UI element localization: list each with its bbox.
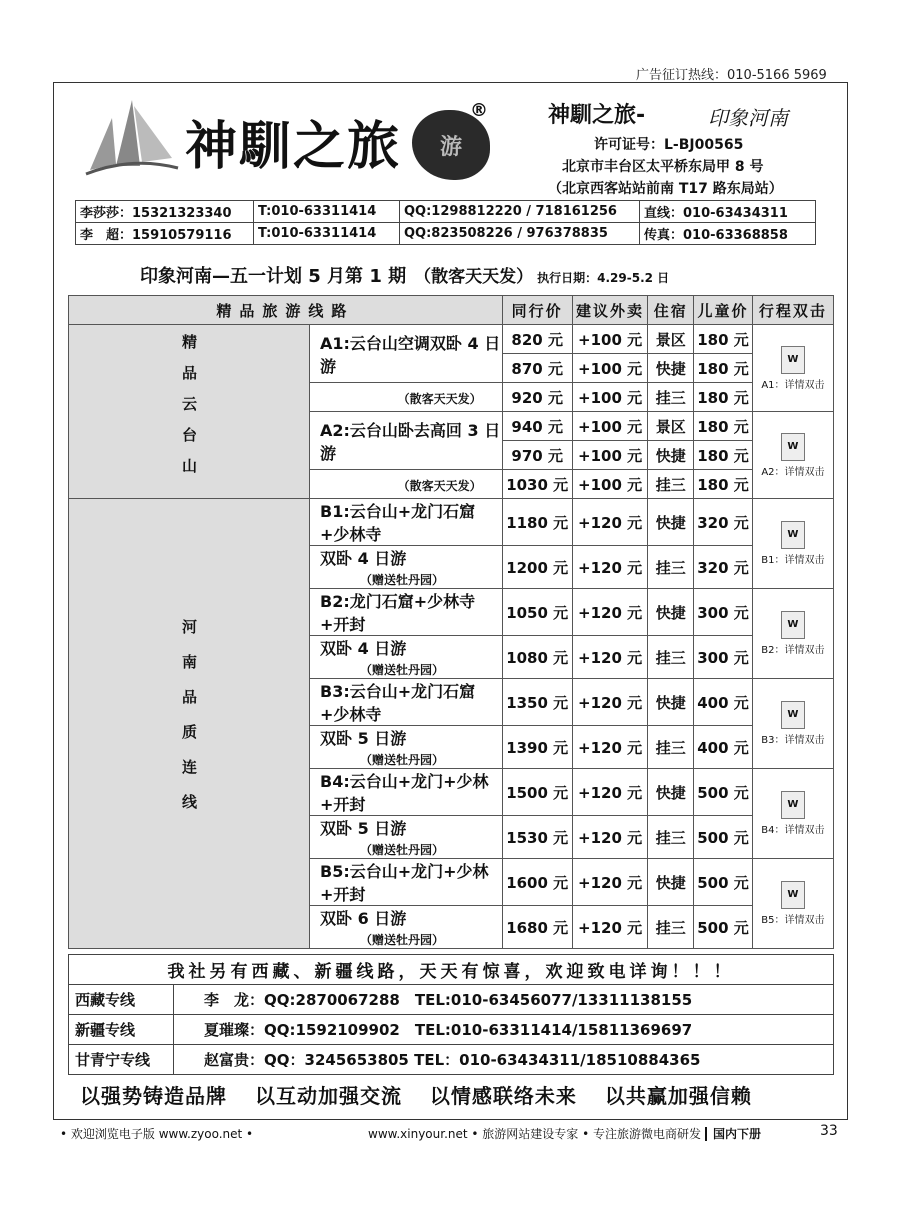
child-price: 180 元 [694, 470, 753, 499]
child-price: 300 元 [694, 589, 753, 636]
contact-table [75, 200, 816, 245]
route-note: （赠送牡丹园） [360, 663, 445, 677]
header-child: 儿童价 [694, 296, 753, 325]
stay-type: 快捷 [648, 589, 694, 636]
child-price: 300 元 [694, 636, 753, 679]
retail-markup: +120 元 [572, 636, 648, 679]
stay-type: 快捷 [648, 679, 694, 726]
route-b3-name: B3:云台山+龙门石窟+少林寺 [310, 679, 503, 726]
header-retail: 建议外卖 [572, 296, 648, 325]
peer-price: 940 元 [502, 412, 572, 441]
category-yuntaishan: 精品云台山 [69, 325, 310, 499]
contact-name: 李 超：15910579116 [76, 223, 254, 245]
table-row [69, 325, 834, 354]
word-doc-icon: W [781, 521, 805, 549]
route-b2-duration: 双卧 4 日游 [320, 639, 407, 658]
route-b4-name: B4:云台山+龙门+少林+开封 [310, 769, 503, 816]
ad-hotline: 广告征订热线：010-5166 5969 [636, 68, 827, 83]
detail-label: B5：详情双击 [761, 915, 825, 926]
retail-markup: +100 元 [572, 325, 648, 354]
route-b5-name: B5:云台山+龙门+少林+开封 [310, 859, 503, 906]
line-label: 甘青宁专线 [69, 1045, 174, 1075]
peer-price: 1680 元 [502, 906, 572, 949]
plan-date: 执行日期：4.29-5.2 日 [537, 271, 670, 285]
detail-label: B4：详情双击 [761, 825, 825, 836]
stay-type: 快捷 [648, 441, 694, 470]
category-henan: 河南品质连线 [69, 499, 310, 949]
peer-price: 920 元 [502, 383, 572, 412]
peer-price: 1180 元 [502, 499, 572, 546]
footer-right [368, 1125, 761, 1142]
registered-mark: ® [470, 100, 488, 121]
retail-markup: +120 元 [572, 859, 648, 906]
footer-section: 国内下册 [705, 1127, 761, 1141]
address: 北京市丰台区太平桥东局甲 8 号 [562, 159, 764, 175]
word-doc-icon: W [781, 701, 805, 729]
peer-price: 1500 元 [502, 769, 572, 816]
retail-markup: +100 元 [572, 441, 648, 470]
stay-type: 挂三 [648, 816, 694, 859]
seal-logo-icon: 游 [412, 110, 490, 180]
peer-price: 1050 元 [502, 589, 572, 636]
contact-tel: T:010-63311414 [254, 201, 400, 223]
stay-type: 挂三 [648, 636, 694, 679]
route-note: （赠送牡丹园） [360, 753, 445, 767]
route-b1-name: B1:云台山+龙门石窟+少林寺 [310, 499, 503, 546]
license-number: 许可证号：L-BJ00565 [594, 137, 744, 153]
line-label: 西藏专线 [69, 985, 174, 1015]
peer-price: 1080 元 [502, 636, 572, 679]
peer-price: 1600 元 [502, 859, 572, 906]
contact-row [76, 201, 816, 223]
contact-fax: 传真：010-63368858 [640, 223, 816, 245]
header-route: 精品旅游线路 [69, 296, 503, 325]
stay-type: 景区 [648, 412, 694, 441]
footer-left: • 欢迎浏览电子版 www.zyoo.net • [60, 1127, 254, 1141]
header-detail: 行程双击 [752, 296, 833, 325]
detail-label: B2：详情双击 [761, 645, 825, 656]
peer-price: 870 元 [502, 354, 572, 383]
retail-markup: +120 元 [572, 589, 648, 636]
stay-type: 挂三 [648, 546, 694, 589]
special-lines-banner: 我社另有西藏、新疆线路，天天有惊喜，欢迎致电详询！！！ [69, 955, 834, 985]
child-price: 180 元 [694, 325, 753, 354]
retail-markup: +120 元 [572, 816, 648, 859]
detail-label: A2：详情双击 [761, 466, 825, 478]
plan-heading [140, 262, 669, 288]
peer-price: 1530 元 [502, 816, 572, 859]
contact-row [76, 223, 816, 245]
peer-price: 1200 元 [502, 546, 572, 589]
route-a2-name: A2:云台山卧去高回 3 日游 [310, 412, 503, 470]
stay-type: 挂三 [648, 726, 694, 769]
peer-price: 820 元 [502, 325, 572, 354]
special-lines-table [68, 954, 834, 1075]
line-contact: 李 龙：QQ:2870067288 TEL:010-63456077/13311138155 [174, 985, 834, 1015]
retail-markup: +120 元 [572, 906, 648, 949]
peer-price: 1030 元 [502, 470, 572, 499]
retail-markup: +100 元 [572, 383, 648, 412]
peer-price: 1350 元 [502, 679, 572, 726]
retail-markup: +120 元 [572, 679, 648, 726]
stay-type: 快捷 [648, 499, 694, 546]
line-label: 新疆专线 [69, 1015, 174, 1045]
child-price: 320 元 [694, 546, 753, 589]
child-price: 500 元 [694, 906, 753, 949]
route-b1-duration: 双卧 4 日游 [320, 549, 407, 568]
plan-title: 印象河南—五一计划 5 月第 1 期 [140, 266, 407, 287]
stay-type: 挂三 [648, 383, 694, 412]
route-b5-duration: 双卧 6 日游 [320, 909, 407, 928]
contact-qq: QQ:823508226 / 976378835 [400, 223, 640, 245]
child-price: 180 元 [694, 441, 753, 470]
child-price: 180 元 [694, 354, 753, 383]
header-stay: 住宿 [648, 296, 694, 325]
detail-b3[interactable] [752, 679, 833, 769]
peer-price: 970 元 [502, 441, 572, 470]
contact-name: 李莎莎：15321323340 [76, 201, 254, 223]
retail-markup: +120 元 [572, 769, 648, 816]
retail-markup: +120 元 [572, 546, 648, 589]
detail-a1[interactable] [752, 325, 833, 412]
detail-b2[interactable] [752, 589, 833, 679]
detail-b5[interactable] [752, 859, 833, 949]
header-peer-price: 同行价 [502, 296, 572, 325]
word-doc-icon: W [781, 881, 805, 909]
route-note: （赠送牡丹园） [360, 843, 445, 857]
retail-markup: +120 元 [572, 499, 648, 546]
route-b3-duration: 双卧 5 日游 [320, 729, 407, 748]
detail-b1[interactable] [752, 499, 833, 589]
word-doc-icon: W [781, 611, 805, 639]
retail-markup: +120 元 [572, 726, 648, 769]
route-b2-name: B2:龙门石窟+少林寺+开封 [310, 589, 503, 636]
stay-type: 快捷 [648, 859, 694, 906]
retail-markup: +100 元 [572, 470, 648, 499]
contact-direct-line: 直线：010-63434311 [640, 201, 816, 223]
child-price: 500 元 [694, 816, 753, 859]
child-price: 500 元 [694, 859, 753, 906]
agency-title: 神馴之旅- [548, 103, 646, 128]
retail-markup: +100 元 [572, 412, 648, 441]
contact-tel: T:010-63311414 [254, 223, 400, 245]
word-doc-icon: W [781, 346, 805, 374]
sail-logo-icon [82, 96, 182, 180]
detail-a2[interactable] [752, 412, 833, 499]
agency-subtitle: 印象河南 [708, 106, 788, 130]
brand-logo-text: 神馴之旅 [185, 116, 402, 177]
table-row [69, 499, 834, 546]
detail-label: B3：详情双击 [761, 735, 825, 746]
child-price: 400 元 [694, 726, 753, 769]
stay-type: 景区 [648, 325, 694, 354]
peer-price: 1390 元 [502, 726, 572, 769]
slogan: 以强势铸造品牌 以互动加强交流 以情感联络未来 以共赢加强信赖 [80, 1084, 752, 1108]
child-price: 180 元 [694, 383, 753, 412]
footer-site: www.xinyour.net • 旅游网站建设专家 • 专注旅游微电商研发 [368, 1127, 702, 1141]
contact-qq: QQ:1298812220 / 718161256 [400, 201, 640, 223]
word-doc-icon: W [781, 791, 805, 819]
address-note: （北京西客站站前南 T17 路东局站） [548, 181, 783, 197]
table-row [69, 1045, 834, 1075]
detail-label: A1：详情双击 [761, 379, 825, 391]
stay-type: 快捷 [648, 769, 694, 816]
child-price: 320 元 [694, 499, 753, 546]
word-doc-icon: W [781, 433, 805, 461]
page-number: 33 [820, 1123, 838, 1139]
stay-type: 挂三 [648, 470, 694, 499]
detail-label: B1：详情双击 [761, 555, 825, 566]
route-a1-name: A1:云台山空调双卧 4 日游 [310, 325, 503, 383]
line-contact: 夏璀璨：QQ:1592109902 TEL:010-63311414/15811369697 [174, 1015, 834, 1045]
stay-type: 快捷 [648, 354, 694, 383]
detail-b4[interactable] [752, 769, 833, 859]
route-note: （散客天天发） [397, 391, 482, 406]
retail-markup: +100 元 [572, 354, 648, 383]
plan-sub: （散客天天发） [414, 267, 534, 287]
line-contact: 赵富贵：QQ：3245653805 TEL：010-63434311/18510884365 [174, 1045, 834, 1075]
stay-type: 挂三 [648, 906, 694, 949]
route-b4-duration: 双卧 5 日游 [320, 819, 407, 838]
child-price: 400 元 [694, 679, 753, 726]
table-row [69, 1015, 834, 1045]
table-row [69, 985, 834, 1015]
child-price: 500 元 [694, 769, 753, 816]
price-table [68, 295, 834, 949]
child-price: 180 元 [694, 412, 753, 441]
route-note: （赠送牡丹园） [360, 573, 445, 587]
route-note: （散客天天发） [397, 478, 482, 493]
route-note: （赠送牡丹园） [360, 933, 445, 947]
